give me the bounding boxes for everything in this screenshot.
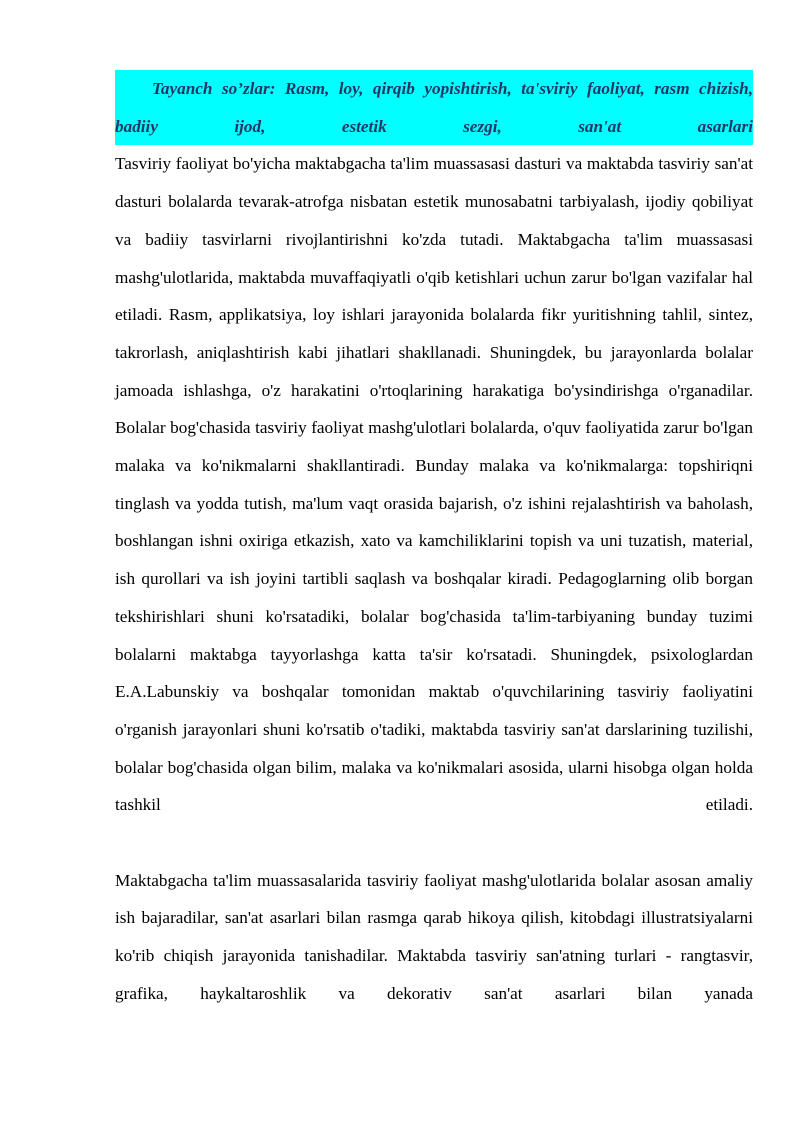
document-page (115, 70, 753, 1013)
body-paragraph-2: Maktabgacha ta'lim muassasalarida tasviriy faoliyat mashg'ulotlarida bolalar asosan amaliy ish bajaradilar, san'at asarlari bilan rasmga qarab hikoya qilish, kitobdagi illustratsiyalarni ko'rib chiqish jarayonida tanishadilar. Maktabda tasviriy san'atning turlari - rangtasvir, grafika, haykaltaroshlik va dekorativ san'at asarlari bilan yanada (115, 870, 753, 1003)
body-paragraph-1: Tasviriy faoliyat bo'yicha maktabgacha ta'lim muassasasi dasturi va maktabda tasviriy san'at dasturi bolalarda tevarak-atrofga nisbatan estetik munosabatni tarbiyalash, ijodiy qobiliyat va badiiy tasvirlarni rivojlantirishni ko'zda tutadi. Maktabgacha ta'lim muassasasi mashg'ulotlarida, maktabda muvaffaqiyatli o'qib ketishlari uchun zarur bo'lgan vazifalar hal etiladi. Rasm, applikatsiya, loy ishlari jarayonida bolalarda fikr yuritishning tahlil, sintez, takrorlash, aniqlashtirish kabi jihatlari shakllanadi. Shuningdek, bu jarayonlarda bolalar jamoada ishlashga, o'z harakatini o'rtoqlarining harakatiga bo'ysindirishga o'rganadilar. Bolalar bog'chasida tasviriy faoliyat mashg'ulotlari bolalarda, o'quv faoliyatida zarur bo'lgan malaka va ko'nikmalarni shakllantiradi. Bunday malaka va ko'nikmalarga: topshiriqni tinglash va yodda tutish, ma'lum vaqt orasida bajarish, o'z ishini rejalashtirish va baholash, boshlangan ishni oxiriga etkazish, xato va kamchiliklarini topish va uni tuzatish, material, ish qurollari va ish joyini tartibli saqlash va boshqalar kiradi. Pedagoglarning olib borgan tekshirishlari shuni ko'rsatadiki, bolalar bog'chasida ta'lim-tarbiyaning bunday tuzimi bolalarni maktabga tayyorlashga katta ta'sir ko'rsatadi. Shuningdek, psixologlardan E.A.Labunskiy va boshqalar tomonidan maktab o'quvchilarining tasviriy faoliyatini o'rganish jarayonlari shuni ko'rsatib o'tadiki, maktabda tasviriy san'at darslarining tuzilishi, bolalar bog'chasida olgan bilim, malaka va ko'nikmalari asosida, ularni hisobga olgan holda tashkil etiladi. (115, 154, 753, 815)
keywords-line: Tayanch so’zlar: Rasm, loy, qirqib yopishtirish, ta'sviriy faoliyat, rasm chizish, badiiy ijod, estetik sezgi, san'at asarlari (115, 70, 753, 145)
paragraph-gap (115, 824, 753, 862)
